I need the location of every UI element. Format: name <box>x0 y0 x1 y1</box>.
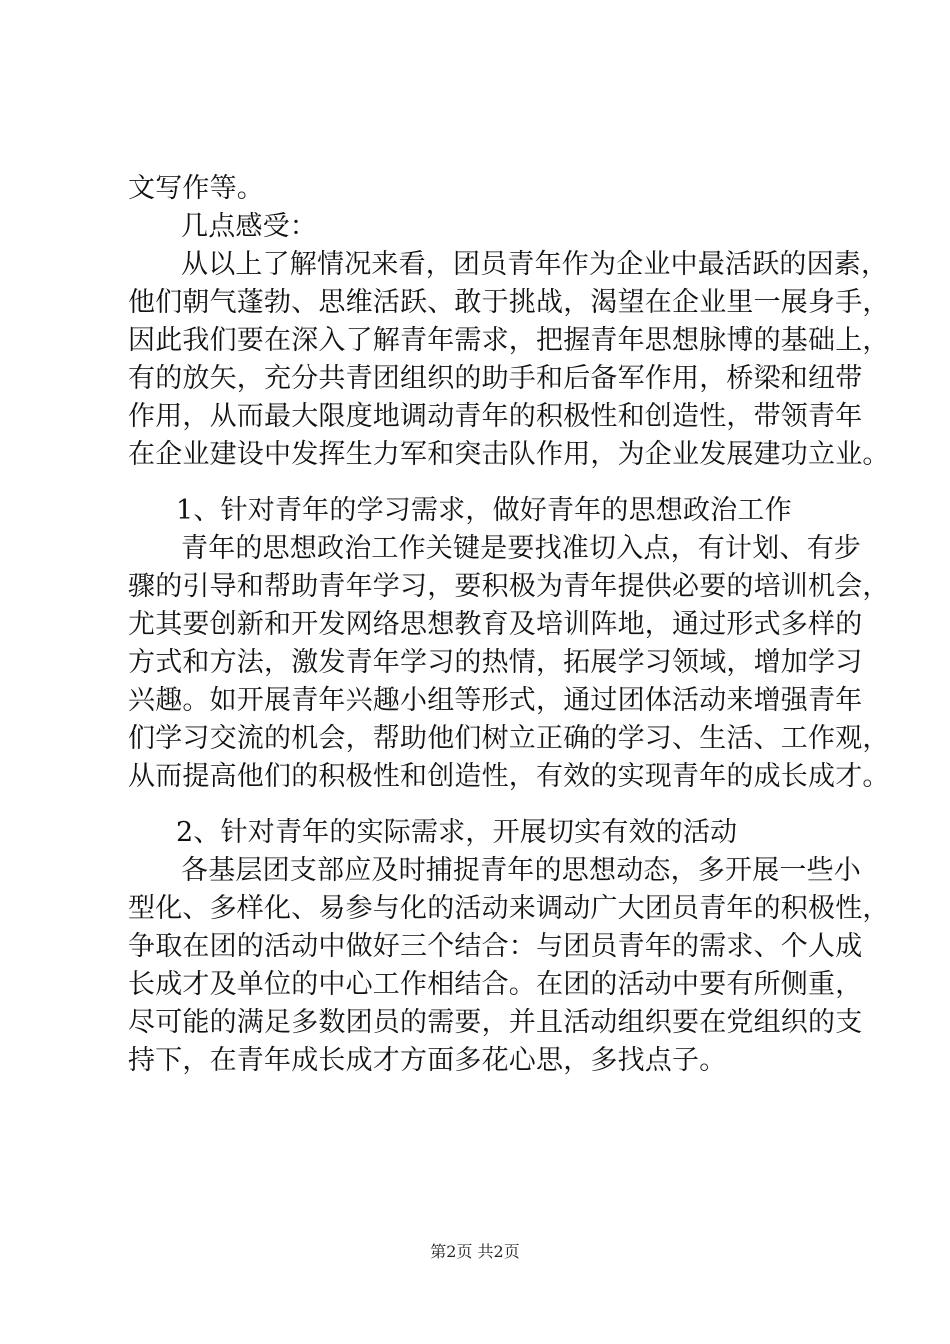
section-heading: 1、针对青年的学习需求，做好青年的思想政治工作 <box>176 495 792 526</box>
section-heading: 几点感受： <box>181 211 317 242</box>
text-line: 型化、多样化、易参与化的活动来调动广大团员青年的积极性， <box>128 893 890 924</box>
text-line: 从而提高他们的积极性和创造性，有效的实现青年的成长成才。 <box>128 761 890 792</box>
text-line: 他们朝气蓬勃、思维活跃、敢于挑战，渴望在企业里一展身手， <box>128 287 890 318</box>
page-number-footer: 第2页 共2页 <box>430 1242 520 1261</box>
section-heading: 2、针对青年的实际需求，开展切实有效的活动 <box>176 817 738 848</box>
text-line: 从以上了解情况来看，团员青年作为企业中最活跃的因素， <box>181 249 889 280</box>
text-line: 方式和方法，激发青年学习的热情，拓展学习领域，增加学习 <box>128 647 863 678</box>
text-line: 持下，在青年成长成才方面多花心思，多找点子。 <box>128 1045 727 1076</box>
text-line: 争取在团的活动中做好三个结合：与团员青年的需求、个人成 <box>128 931 863 962</box>
text-line: 因此我们要在深入了解青年需求，把握青年思想脉博的基础上， <box>128 325 890 356</box>
text-line: 作用，从而最大限度地调动青年的积极性和创造性，带领青年 <box>128 401 863 432</box>
text-line: 有的放矢，充分共青团组织的助手和后备军作用，桥梁和纽带 <box>128 363 863 394</box>
text-line: 们学习交流的机会，帮助他们树立正确的学习、生活、工作观， <box>128 723 890 754</box>
text-line: 长成才及单位的中心工作相结合。在团的活动中要有所侧重， <box>128 969 863 1000</box>
text-line: 各基层团支部应及时捕捉青年的思想动态，多开展一些小 <box>181 855 861 886</box>
text-line: 文写作等。 <box>128 173 264 204</box>
text-line: 尽可能的满足多数团员的需要，并且活动组织要在党组织的支 <box>128 1007 863 1038</box>
text-line: 在企业建设中发挥生力军和突击队作用，为企业发展建功立业。 <box>128 439 890 470</box>
text-line: 骤的引导和帮助青年学习，要积极为青年提供必要的培训机会， <box>128 571 890 602</box>
text-line: 青年的思想政治工作关键是要找准切入点，有计划、有步 <box>181 533 861 564</box>
text-line: 尤其要创新和开发网络思想教育及培训阵地，通过形式多样的 <box>128 609 863 640</box>
text-line: 兴趣。如开展青年兴趣小组等形式，通过团体活动来增强青年 <box>128 685 863 716</box>
